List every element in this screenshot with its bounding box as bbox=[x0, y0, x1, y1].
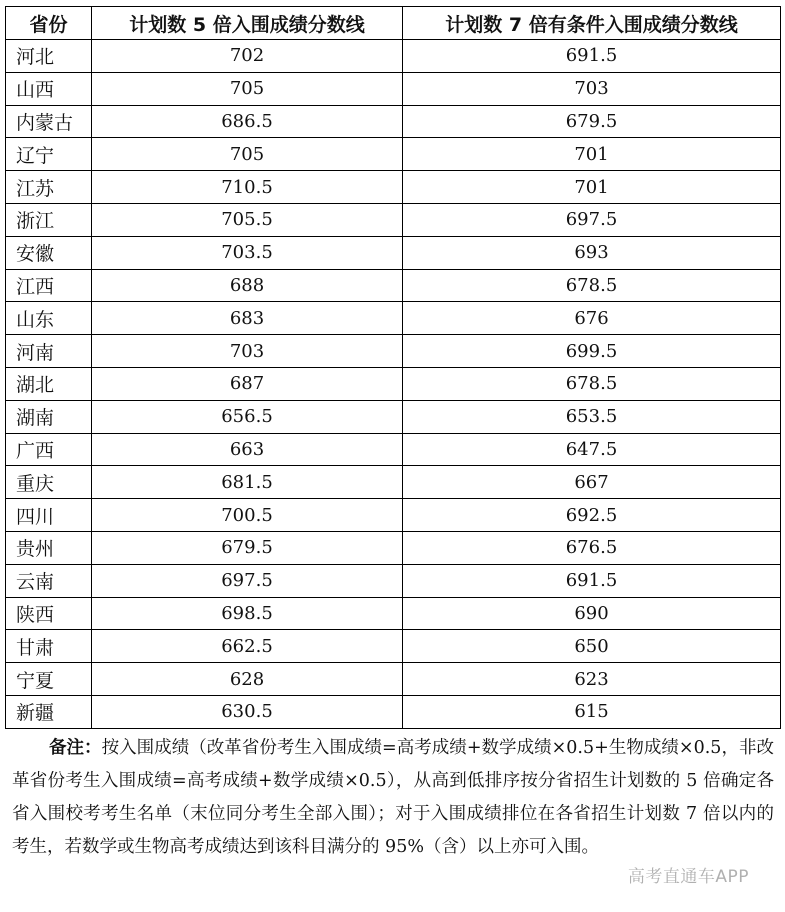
cell-5x-cutoff: 687 bbox=[92, 367, 403, 400]
table-row bbox=[6, 663, 781, 696]
footnote-paragraph bbox=[12, 732, 774, 864]
cell-7x-cutoff: 691.5 bbox=[403, 40, 781, 73]
cell-5x-cutoff: 683 bbox=[92, 302, 403, 335]
cell-province: 云南 bbox=[6, 564, 92, 597]
cell-province: 辽宁 bbox=[6, 138, 92, 171]
cell-5x-cutoff: 710.5 bbox=[92, 171, 403, 204]
cell-5x-cutoff: 702 bbox=[92, 40, 403, 73]
cell-5x-cutoff: 686.5 bbox=[92, 105, 403, 138]
cell-province: 江苏 bbox=[6, 171, 92, 204]
table-row bbox=[6, 466, 781, 499]
cell-5x-cutoff: 705 bbox=[92, 138, 403, 171]
cell-7x-cutoff: 647.5 bbox=[403, 433, 781, 466]
cell-province: 河北 bbox=[6, 40, 92, 73]
cell-5x-cutoff: 656.5 bbox=[92, 400, 403, 433]
cell-5x-cutoff: 630.5 bbox=[92, 695, 403, 728]
cell-province: 新疆 bbox=[6, 695, 92, 728]
table-header-row bbox=[6, 7, 781, 40]
cell-7x-cutoff: 678.5 bbox=[403, 367, 781, 400]
cell-5x-cutoff: 679.5 bbox=[92, 531, 403, 564]
cell-5x-cutoff: 688 bbox=[92, 269, 403, 302]
cell-province: 内蒙古 bbox=[6, 105, 92, 138]
table-row bbox=[6, 138, 781, 171]
table-row bbox=[6, 203, 781, 236]
cell-province: 陕西 bbox=[6, 597, 92, 630]
cell-5x-cutoff: 705.5 bbox=[92, 203, 403, 236]
table-row bbox=[6, 367, 781, 400]
table-row bbox=[6, 171, 781, 204]
cell-7x-cutoff: 650 bbox=[403, 630, 781, 663]
cell-7x-cutoff: 679.5 bbox=[403, 105, 781, 138]
footnote bbox=[12, 732, 774, 864]
cell-7x-cutoff: 678.5 bbox=[403, 269, 781, 302]
cell-5x-cutoff: 700.5 bbox=[92, 499, 403, 532]
table-row bbox=[6, 630, 781, 663]
table-row bbox=[6, 400, 781, 433]
cell-7x-cutoff: 701 bbox=[403, 138, 781, 171]
cell-7x-cutoff: 699.5 bbox=[403, 335, 781, 368]
footnote-label: 备注： bbox=[49, 738, 102, 758]
cell-7x-cutoff: 701 bbox=[403, 171, 781, 204]
cell-7x-cutoff: 693 bbox=[403, 236, 781, 269]
table-row bbox=[6, 433, 781, 466]
table-row bbox=[6, 302, 781, 335]
cell-province: 四川 bbox=[6, 499, 92, 532]
table-row bbox=[6, 597, 781, 630]
cell-7x-cutoff: 676.5 bbox=[403, 531, 781, 564]
cell-5x-cutoff: 662.5 bbox=[92, 630, 403, 663]
table-row bbox=[6, 695, 781, 728]
cell-province: 浙江 bbox=[6, 203, 92, 236]
cell-province: 山西 bbox=[6, 72, 92, 105]
table-row bbox=[6, 40, 781, 73]
header-province: 省份 bbox=[6, 7, 92, 40]
cell-province: 江西 bbox=[6, 269, 92, 302]
table-row bbox=[6, 531, 781, 564]
cell-7x-cutoff: 691.5 bbox=[403, 564, 781, 597]
table-row bbox=[6, 269, 781, 302]
watermark: 高考直通车APP bbox=[627, 867, 749, 887]
cell-province: 河南 bbox=[6, 335, 92, 368]
cell-5x-cutoff: 703.5 bbox=[92, 236, 403, 269]
cell-province: 安徽 bbox=[6, 236, 92, 269]
cell-province: 山东 bbox=[6, 302, 92, 335]
cell-5x-cutoff: 697.5 bbox=[92, 564, 403, 597]
cell-province: 贵州 bbox=[6, 531, 92, 564]
table-row bbox=[6, 72, 781, 105]
cell-province: 重庆 bbox=[6, 466, 92, 499]
cell-province: 湖北 bbox=[6, 367, 92, 400]
table-row bbox=[6, 564, 781, 597]
cell-province: 湖南 bbox=[6, 400, 92, 433]
score-table bbox=[5, 6, 781, 729]
table-row bbox=[6, 236, 781, 269]
header-5x-cutoff: 计划数 5 倍入围成绩分数线 bbox=[92, 7, 403, 40]
cell-5x-cutoff: 663 bbox=[92, 433, 403, 466]
table-row bbox=[6, 335, 781, 368]
table-row bbox=[6, 105, 781, 138]
cell-5x-cutoff: 698.5 bbox=[92, 597, 403, 630]
cell-5x-cutoff: 628 bbox=[92, 663, 403, 696]
cell-7x-cutoff: 623 bbox=[403, 663, 781, 696]
cell-7x-cutoff: 653.5 bbox=[403, 400, 781, 433]
cell-7x-cutoff: 703 bbox=[403, 72, 781, 105]
cell-7x-cutoff: 692.5 bbox=[403, 499, 781, 532]
cell-5x-cutoff: 705 bbox=[92, 72, 403, 105]
table-body bbox=[6, 40, 781, 729]
cell-5x-cutoff: 681.5 bbox=[92, 466, 403, 499]
cell-7x-cutoff: 667 bbox=[403, 466, 781, 499]
table-row bbox=[6, 499, 781, 532]
cell-province: 甘肃 bbox=[6, 630, 92, 663]
cell-province: 宁夏 bbox=[6, 663, 92, 696]
footnote-text: 按入围成绩（改革省份考生入围成绩=高考成绩+数学成绩×0.5+生物成绩×0.5，非改革省份考生入围成绩=高考成绩+数学成绩×0.5），从高到低排序按分省招生计划数的 5 倍确定各省入围校考考生名单（末位同分考生全部入围）；对于入围成绩排位在各省招生计划数 7 倍以内的考生，若数学或生物高考成绩达到该科目满分的 95%（含）以上亦可入围。 bbox=[12, 738, 775, 857]
cell-7x-cutoff: 676 bbox=[403, 302, 781, 335]
cell-7x-cutoff: 697.5 bbox=[403, 203, 781, 236]
cell-7x-cutoff: 690 bbox=[403, 597, 781, 630]
cell-5x-cutoff: 703 bbox=[92, 335, 403, 368]
cell-7x-cutoff: 615 bbox=[403, 695, 781, 728]
header-7x-cutoff: 计划数 7 倍有条件入围成绩分数线 bbox=[403, 7, 781, 40]
cell-province: 广西 bbox=[6, 433, 92, 466]
